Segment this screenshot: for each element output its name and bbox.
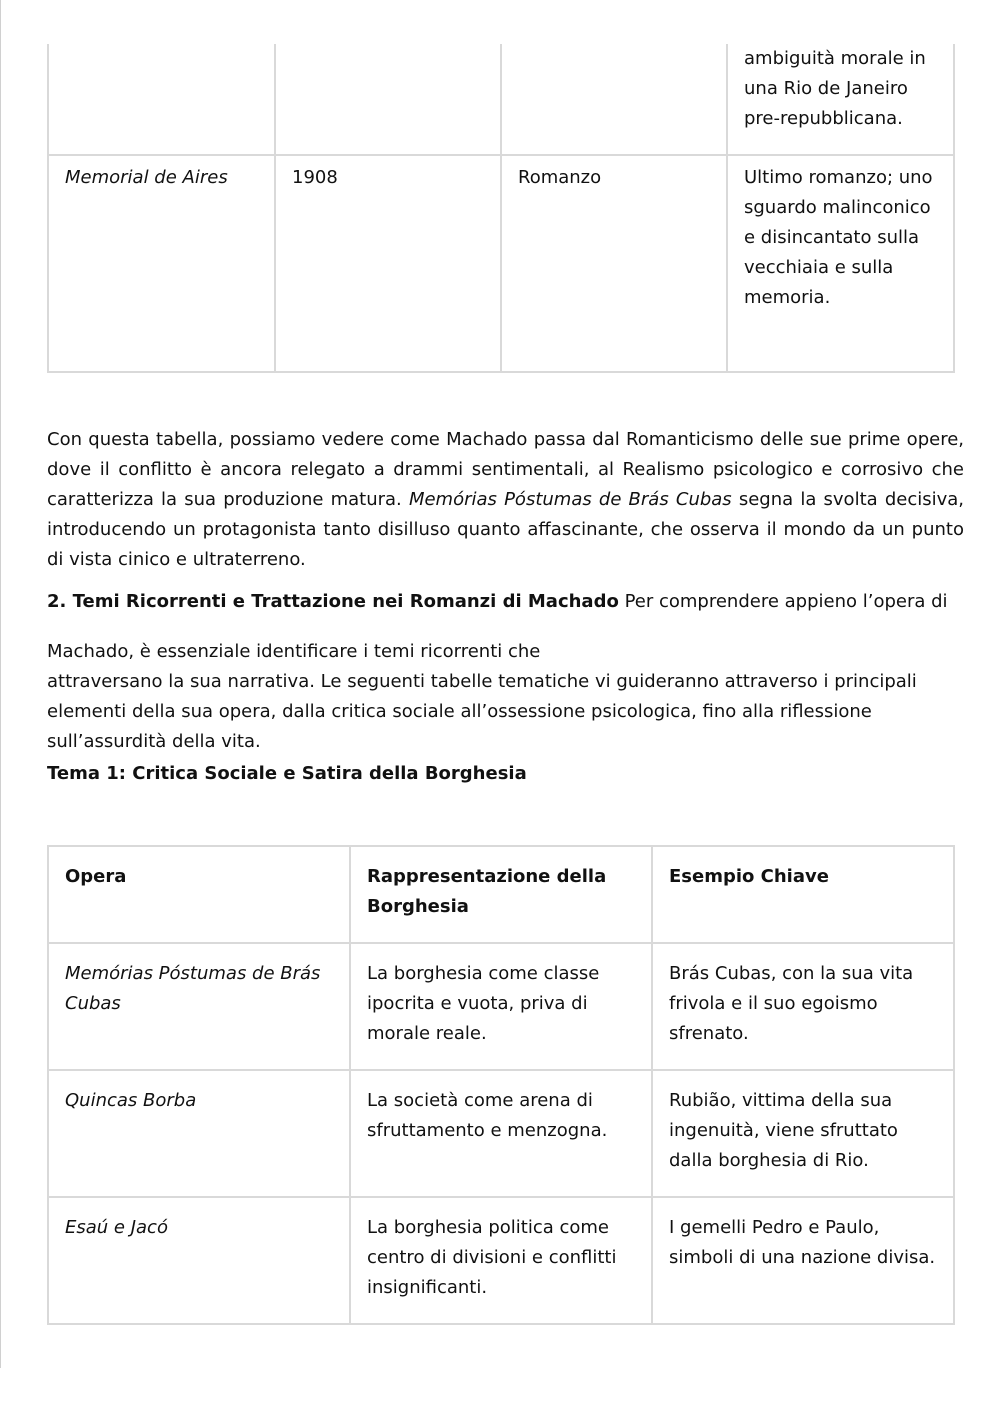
work-year-cell bbox=[275, 44, 501, 155]
table-header-row bbox=[48, 846, 954, 943]
theme-heading: Tema 1: Critica Sociale e Satira della Borghesia bbox=[47, 763, 527, 784]
work-year-cell: 1908 bbox=[275, 155, 501, 372]
section-heading: 2. Temi Ricorrenti e Trattazione nei Romanzi di Machado bbox=[47, 591, 619, 612]
opera-cell: Quincas Borba bbox=[48, 1070, 350, 1197]
column-header-rappresentazione: Rappresentazione della Borghesia bbox=[350, 846, 652, 943]
section-intro-line: Machado, è essenziale identificare i temi ricorrenti che bbox=[47, 641, 541, 662]
summary-italic-title: Memórias Póstumas de Brás Cubas bbox=[408, 489, 732, 510]
esempio-cell: Brás Cubas, con la sua vita frivola e il suo egoismo sfrenato. bbox=[652, 943, 954, 1070]
section-intro-rest: attraversano la sua narrativa. Le seguenti tabelle tematiche vi guideranno attraverso i principali elementi della sua opera, dalla critica sociale all’ossessione psicologica, fino alla riflessione sull’assurdità della vita. bbox=[47, 671, 917, 752]
opera-cell: Esaú e Jacó bbox=[48, 1197, 350, 1324]
theme-table bbox=[47, 845, 955, 1325]
section-lead-text: Per comprendere appieno l’opera di bbox=[618, 591, 948, 612]
work-genre-cell bbox=[501, 44, 727, 155]
work-genre-cell: Romanzo bbox=[501, 155, 727, 372]
column-header-esempio: Esempio Chiave bbox=[652, 846, 954, 943]
work-title-cell: Memorial de Aires bbox=[48, 155, 275, 372]
column-header-opera: Opera bbox=[48, 846, 350, 943]
table-row bbox=[48, 155, 954, 372]
opera-cell: Memórias Póstumas de Brás Cubas bbox=[48, 943, 350, 1070]
summary-paragraph bbox=[47, 425, 964, 575]
esempio-cell: I gemelli Pedro e Paulo, simboli di una nazione divisa. bbox=[652, 1197, 954, 1324]
work-note-cell: ambiguità morale in una Rio de Janeiro pre-repubblicana. bbox=[727, 44, 954, 155]
summary-text-a: Con questa tabella, possiamo vedere come Machado passa dal Romanticismo delle sue prime opere, dove il conflitto è ancora relegato a drammi sentimentali, al Realismo psicologico e corrosivo che caratterizza la sua produzione matura. bbox=[47, 429, 964, 510]
summary-text-b: segna la svolta decisiva, introducendo un protagonista tanto disilluso quanto affascinante, che osserva il mondo da un punto di vista cinico e ultraterreno. bbox=[47, 489, 964, 570]
rappresentazione-cell: La società come arena di sfruttamento e menzogna. bbox=[350, 1070, 652, 1197]
work-title-cell bbox=[48, 44, 275, 155]
section-intro-paragraph bbox=[47, 637, 964, 757]
rappresentazione-cell: La borghesia politica come centro di divisioni e conflitti insignificanti. bbox=[350, 1197, 652, 1324]
rappresentazione-cell: La borghesia come classe ipocrita e vuota, priva di morale reale. bbox=[350, 943, 652, 1070]
works-table bbox=[47, 44, 955, 373]
table-row bbox=[48, 1070, 954, 1197]
page-left-edge bbox=[0, 0, 1, 1368]
table-row bbox=[48, 1197, 954, 1324]
work-note-cell: Ultimo romanzo; uno sguardo malinconico e disincantato sulla vecchiaia e sulla memoria. bbox=[727, 155, 954, 372]
table-row bbox=[48, 44, 954, 155]
section-heading-paragraph bbox=[47, 587, 964, 617]
esempio-cell: Rubião, vittima della sua ingenuità, viene sfruttato dalla borghesia di Rio. bbox=[652, 1070, 954, 1197]
table-row bbox=[48, 943, 954, 1070]
